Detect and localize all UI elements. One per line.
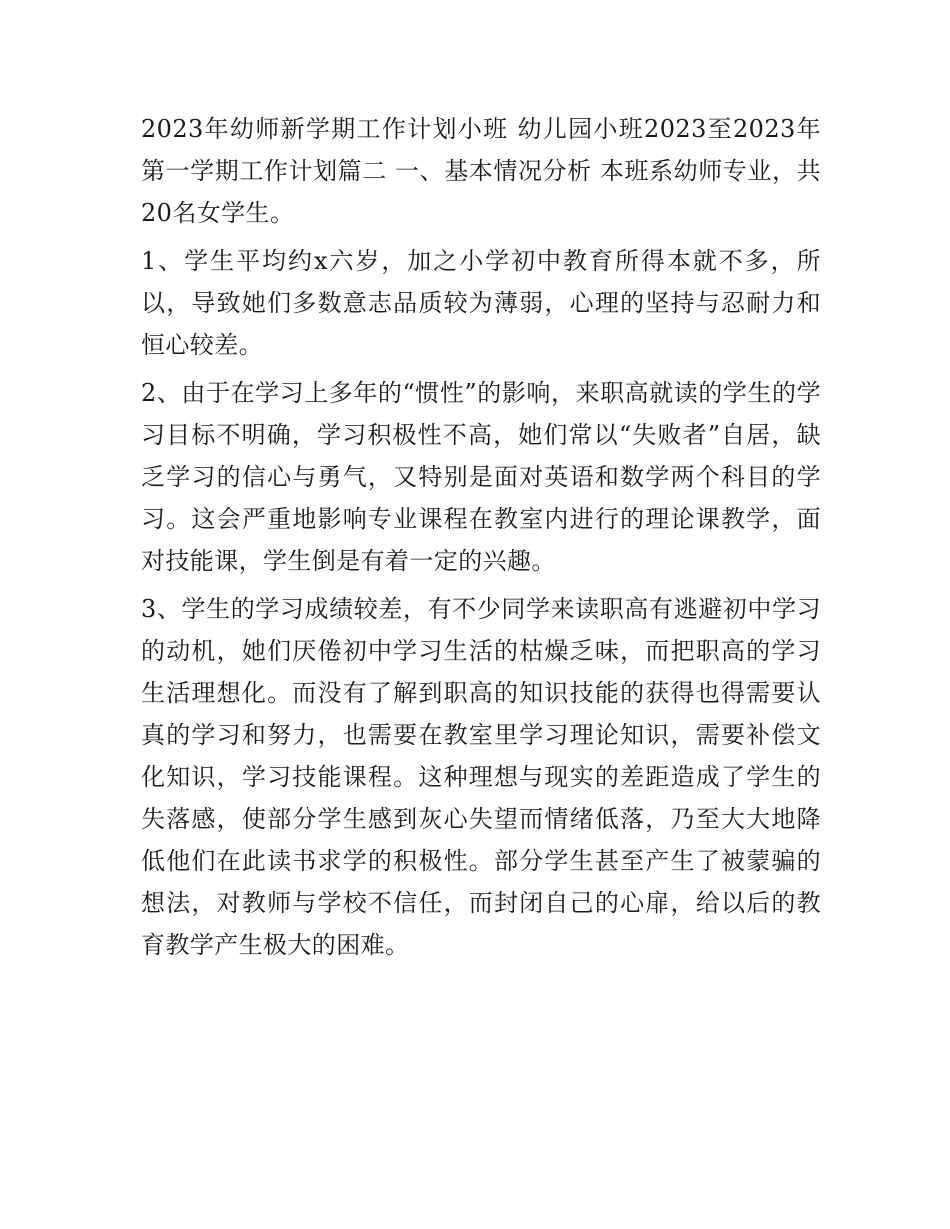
paragraph-point-2: 2、由于在学习上多年的“惯性”的影响，来职高就读的学生的学习目标不明确，学习积极性不高，她们常以“失败者”自居，缺乏学习的信心与勇气，又特别是面对英语和数学两个科目的学习。这会严重地影响专业课程在教室内进行的理论课教学，面对技能课，学生倒是有着一定的兴趣。 bbox=[141, 379, 821, 575]
paragraph-point-3: 3、学生的学习成绩较差，有不少同学来读职高有逃避初中学习的动机，她们厌倦初中学习生活的枯燥乏味，而把职高的学习生活理想化。而没有了解到职高的知识技能的获得也得需要认真的学习和努力，也需要在教室里学习理论知识，需要补偿文化知识，学习技能课程。这种理想与现实的差距造成了学生的失落感，使部分学生感到灰心失望而情绪低落，乃至大大地降低他们在此读书求学的积极性。部分学生甚至产生了被蒙骗的想法，对教师与学校不信任，而封闭自己的心扉，给以后的教育教学产生极大的困难。 bbox=[141, 595, 821, 959]
paragraph-point-1: 1、学生平均约x六岁，加之小学初中教育所得本就不多，所以，导致她们多数意志品质较为薄弱，心理的坚持与忍耐力和恒心较差。 bbox=[141, 247, 821, 359]
paragraph-intro: 2023年幼师新学期工作计划小班 幼儿园小班2023至2023年第一学期工作计划篇二 一、基本情况分析 本班系幼师专业，共20名女学生。 bbox=[141, 115, 821, 227]
document-body bbox=[141, 108, 821, 972]
